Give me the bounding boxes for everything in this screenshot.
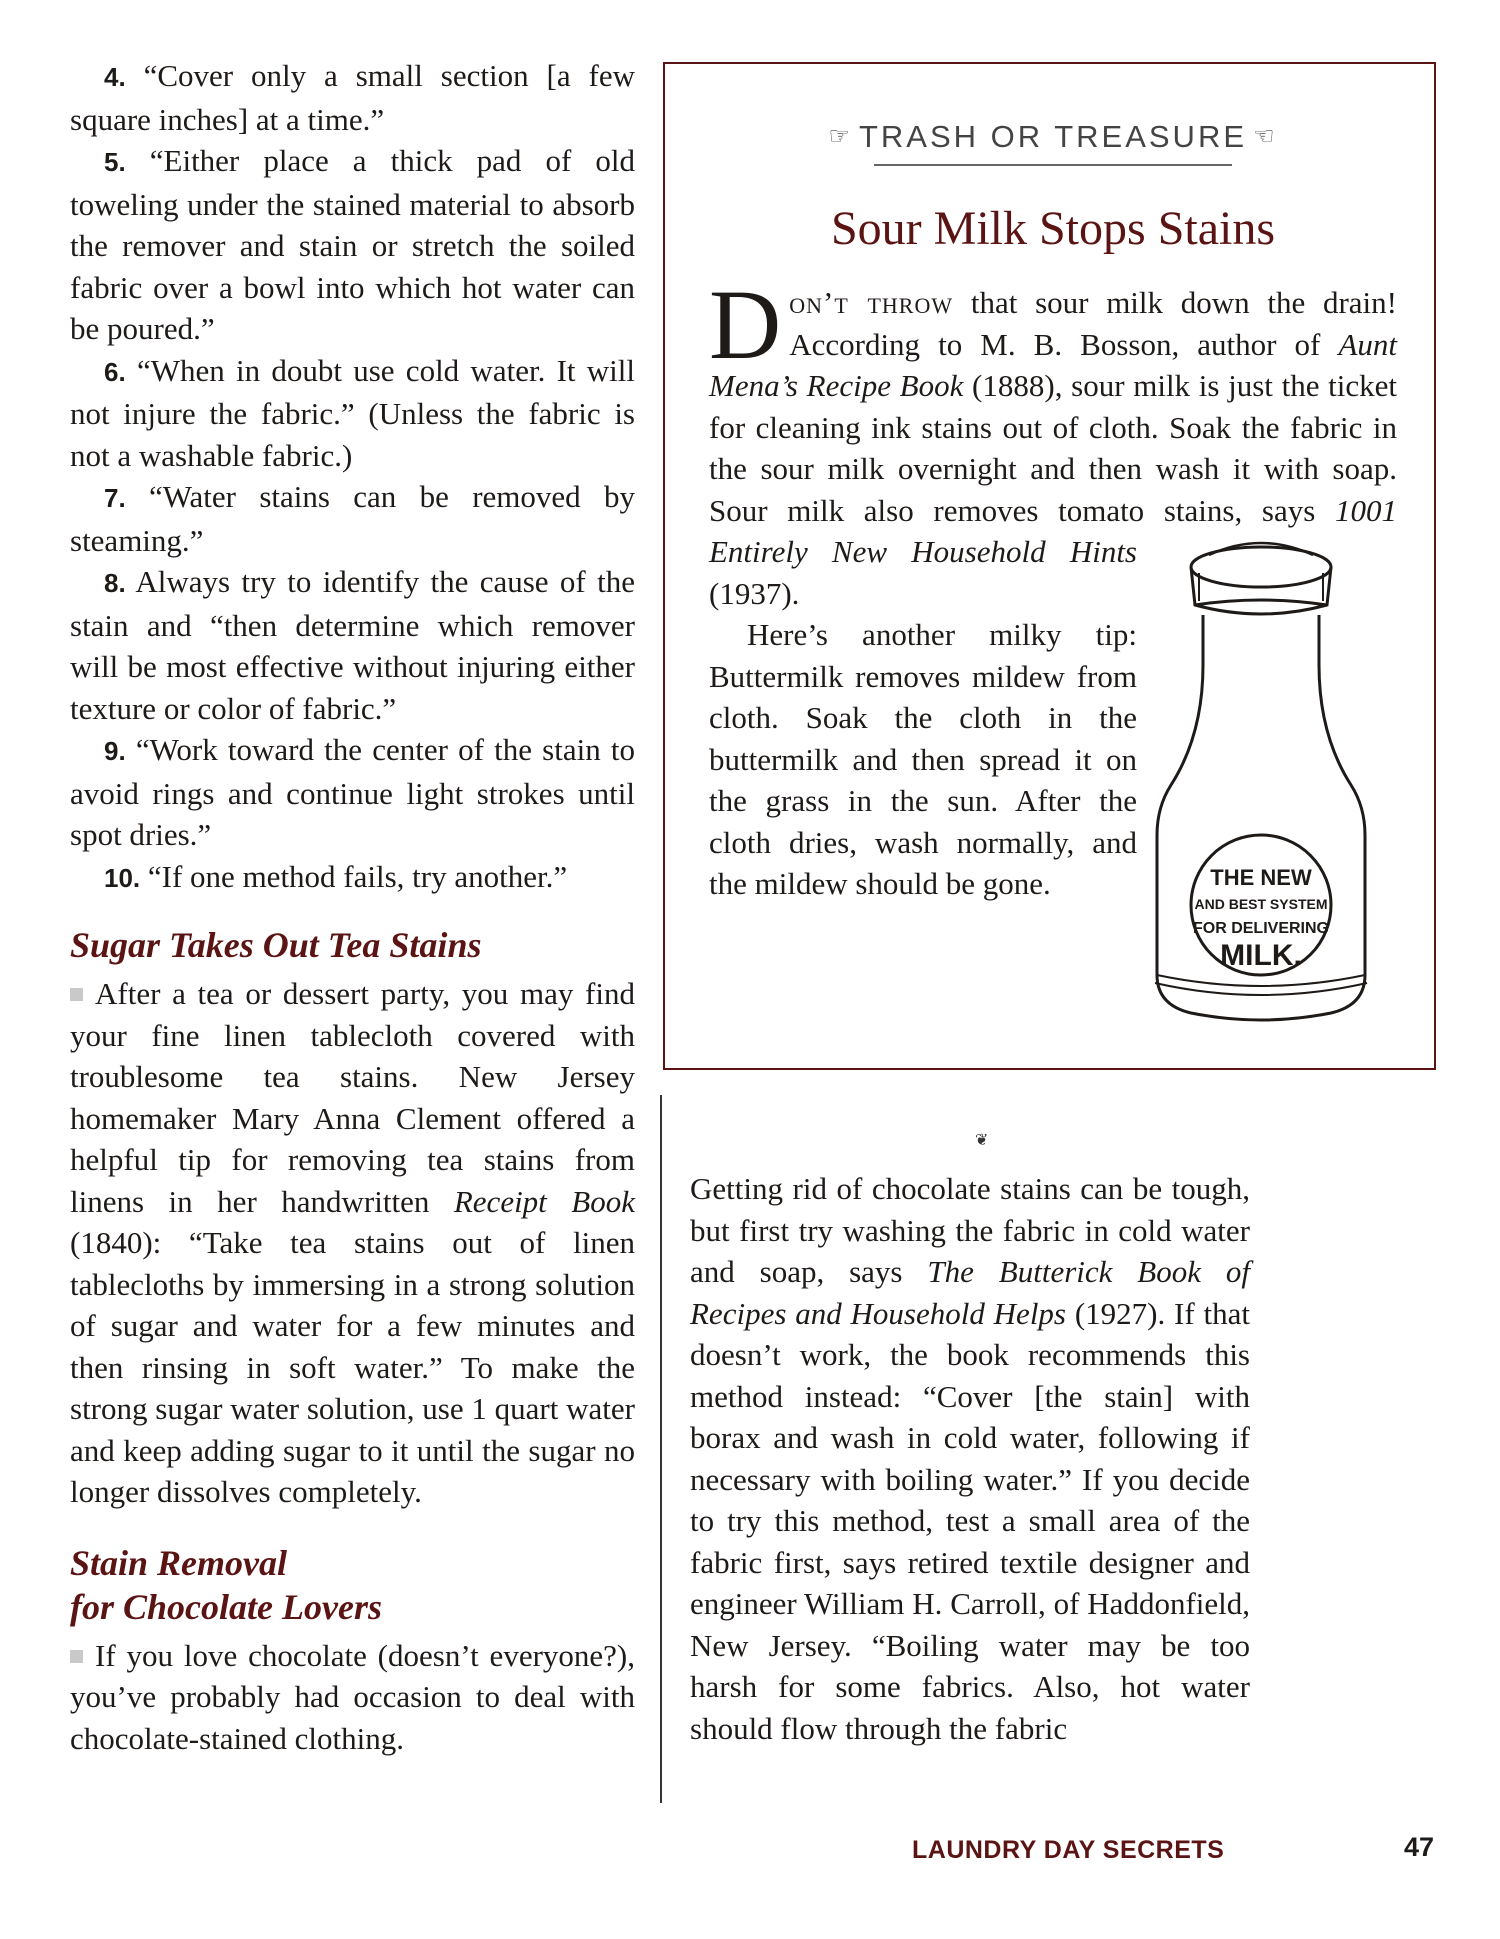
list-item: 5. “Either place a thick pad of old toweling under the stained material to absorb the remover and stain or stretch the soiled fabric over a bowl into which hot water can be poured.” bbox=[70, 143, 635, 346]
running-footer-title: LAUNDRY DAY SECRETS bbox=[912, 1836, 1225, 1864]
bottle-label-line-2: AND BEST SYSTEM bbox=[1194, 896, 1328, 912]
list-item: 8. Always try to identify the cause of the stain and “then determine which remover will be most effective without injuring either texture or color of fabric.” bbox=[70, 564, 635, 726]
ornament-icon: ❦ bbox=[975, 1132, 989, 1149]
chocolate-heading: Stain Removal for Chocolate Lovers bbox=[70, 1542, 382, 1627]
bullet-square-icon bbox=[70, 1650, 83, 1663]
milk-bottle-illustration bbox=[1151, 535, 1397, 1075]
sidebar-kicker: ☞ TRASH OR TREASURE ☜ bbox=[828, 119, 1278, 154]
bullet-square-icon bbox=[70, 988, 83, 1001]
tea-stains-paragraph: After a tea or dessert party, you may find your fine linen tablecloth covered with troublesome tea stains. New Jersey homemaker Mary Anna Clement offered a helpful tip for removing tea stains from linens in her handwritten Receipt Book (1840): “Take tea stains out of linen tablecloths by immersing in a strong solution of sugar and water for a few minutes and then rinsing in soft water.” To make the strong sugar water solution, use 1 quart water and keep adding sugar to it until the sugar no longer dissolves completely. bbox=[70, 976, 636, 1509]
tea-stains-heading: Sugar Takes Out Tea Stains bbox=[70, 925, 482, 965]
bottle-label-line-3: FOR DELIVERING bbox=[1192, 920, 1330, 937]
right-column bbox=[690, 1168, 1250, 1749]
list-item: 7. “Water stains can be removed by steaming.” bbox=[70, 479, 635, 558]
sidebar-paragraph-2: Here’s another milky tip: Buttermilk removes mildew from cloth. Soak the cloth in the buttermilk and then spread it on the grass in the sun. After the cloth dries, wash normally, and the mildew should be gone. bbox=[709, 617, 1137, 901]
bottle-label-line-1: THE NEW bbox=[1210, 865, 1312, 890]
sidebar-body bbox=[709, 269, 1397, 1075]
column-divider bbox=[660, 1095, 662, 1803]
pointing-hand-left-icon: ☜ bbox=[1253, 123, 1278, 150]
left-column bbox=[70, 55, 635, 1759]
sidebar-paragraph-1: on’t throw that sour milk down the drain! According to M. B. Bosson, author of Aunt Mena’s Recipe Book (1888), sour milk is just the ticket for cleaning ink stains out of cloth. Soak the fabric in the sour milk overnight and then wash it with soap. Sour milk also removes tomato stains, says THE NEW AND BEST SYSTEM FOR DELIVERING MILK. 1001 Entirely New Household Hints (1937). bbox=[709, 282, 1397, 614]
page-number: 47 bbox=[1404, 1832, 1435, 1862]
drop-cap: D bbox=[709, 269, 782, 380]
sidebar-box bbox=[663, 62, 1436, 1070]
bottle-label-line-4: MILK. bbox=[1220, 939, 1302, 972]
list-item: 6. “When in doubt use cold water. It will not injure the fabric.” (Unless the fabric is not a washable fabric.) bbox=[70, 352, 635, 473]
list-item: 4. “Cover only a small section [a few square inches] at a time.” bbox=[70, 58, 635, 137]
sidebar-title: Sour Milk Stops Stains bbox=[830, 202, 1276, 255]
chocolate-paragraph: If you love chocolate (doesn’t everyone?), you’ve probably had occasion to deal with chocolate-stained clothing. bbox=[70, 1637, 635, 1756]
pointing-hand-right-icon: ☞ bbox=[828, 123, 853, 150]
kicker-divider bbox=[874, 164, 1232, 166]
list-item: 10. “If one method fails, try another.” bbox=[104, 858, 568, 894]
chocolate-continuation-paragraph: Getting rid of chocolate stains can be tough, but first try washing the fabric in cold water and soap, says The Butterick Book of Recipes and Household Helps (1927). If that doesn’t work, the book recommends this method instead: “Cover [the stain] with borax and wash in cold water, following if necessary with boiling water.” If you decide to try this method, test a small area of the fabric first, says retired textile designer and engineer William H. Carroll, of Haddonfield, New Jersey. “Boiling water may be too harsh for some fabrics. Also, hot water should flow through the fabric bbox=[690, 1171, 1250, 1746]
list-item: 9. “Work toward the center of the stain to avoid rings and continue light strokes until spot dries.” bbox=[70, 732, 635, 852]
